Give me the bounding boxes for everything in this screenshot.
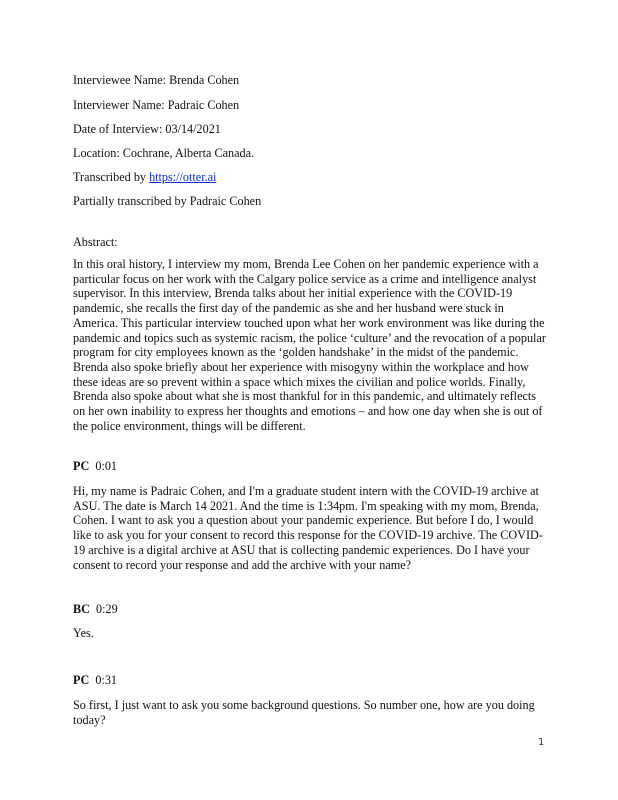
interviewee-name: Interviewee Name: Brenda Cohen xyxy=(73,73,240,87)
abstract-line: the police environment, things will be different. xyxy=(73,418,306,433)
turn-text xyxy=(73,626,553,641)
turn-line: Cohen. I want to ask you a question about your pandemic experience. But before I do, I would xyxy=(73,513,534,528)
timestamp: 0:29 xyxy=(96,602,118,616)
turn-line: Yes. xyxy=(73,626,94,640)
otter-link[interactable]: https://otter.ai xyxy=(149,170,217,184)
turn-header xyxy=(73,673,117,688)
turn-line: Hi, my name is Padraic Cohen, and I'm a graduate student intern with the COVID-19 archive at xyxy=(73,484,539,498)
turn-line: ASU. The date is March 14 2021. And the time is 1:34pm. I'm speaking with my mom, Brenda, xyxy=(73,498,539,513)
partially-transcribed-by: Partially transcribed by Padraic Cohen xyxy=(73,194,262,208)
turn-header xyxy=(73,602,118,617)
abstract-line: Brenda also spoke about what she is most thankful for in this pandemic, and ultimately reflects xyxy=(73,389,537,404)
turn-line: consent to record your response and add the archive with your name? xyxy=(73,557,412,572)
abstract-line: America. This particular interview touched upon what her work environment was like during the xyxy=(73,315,545,330)
abstract-paragraph xyxy=(73,257,553,433)
abstract-line: Brenda also spoke briefly about her experience with misogyny within the workplace and how xyxy=(73,359,529,374)
abstract-line: particular focus on her work with the Calgary police service as a crime and intelligence analyst xyxy=(73,271,537,286)
interview-date: Date of Interview: 03/14/2021 xyxy=(73,122,221,136)
turn-line: today? xyxy=(73,712,106,727)
turn-header xyxy=(73,459,117,474)
transcribed-by-label: Transcribed by xyxy=(73,170,150,184)
page-number: 1 xyxy=(538,737,545,748)
abstract-line: program for city employees known as the ‘golden handshake’ in the midst of the pandemic. xyxy=(73,345,519,360)
turn-line: like to ask you for your consent to record this response for the COVID-19 archive. The COVID- xyxy=(73,528,543,543)
abstract-heading: Abstract: xyxy=(73,235,118,249)
interview-location: Location: Cochrane, Alberta Canada. xyxy=(73,146,255,160)
turn-line: 19 archive is a digital archive at ASU that is collecting pandemic experiences. Do I have your xyxy=(73,542,530,557)
abstract-line: pandemic and topics such as systemic racism, the police ‘culture’ and the revocation of a popular xyxy=(73,330,546,345)
turn-text xyxy=(73,698,553,727)
timestamp: 0:01 xyxy=(95,459,118,473)
speaker-label: PC xyxy=(73,673,90,687)
timestamp: 0:31 xyxy=(95,673,118,687)
turn-line: So first, I just want to ask you some background questions. So number one, how are you doing xyxy=(73,698,535,712)
abstract-line: these ideas are so prevent within a space which mixes the civilian and police worlds. Finally, xyxy=(73,374,526,389)
turn-text xyxy=(73,484,553,572)
abstract-line: supervisor. In this interview, Brenda talks about her initial experience with the COVID-19 xyxy=(73,286,513,301)
abstract-line: on her own inability to express her thoughts and emotions – and how one day when she is out of xyxy=(73,404,543,419)
speaker-label: PC xyxy=(73,459,90,473)
speaker-label: BC xyxy=(73,602,90,616)
abstract-line: pandemic, she recalls the first day of the pandemic as she and her husband were stuck in xyxy=(73,301,504,316)
transcribed-by xyxy=(73,170,216,185)
interviewer-name: Interviewer Name: Padraic Cohen xyxy=(73,98,240,112)
abstract-line: In this oral history, I interview my mom, Brenda Lee Cohen on her pandemic experience with a xyxy=(73,257,539,271)
